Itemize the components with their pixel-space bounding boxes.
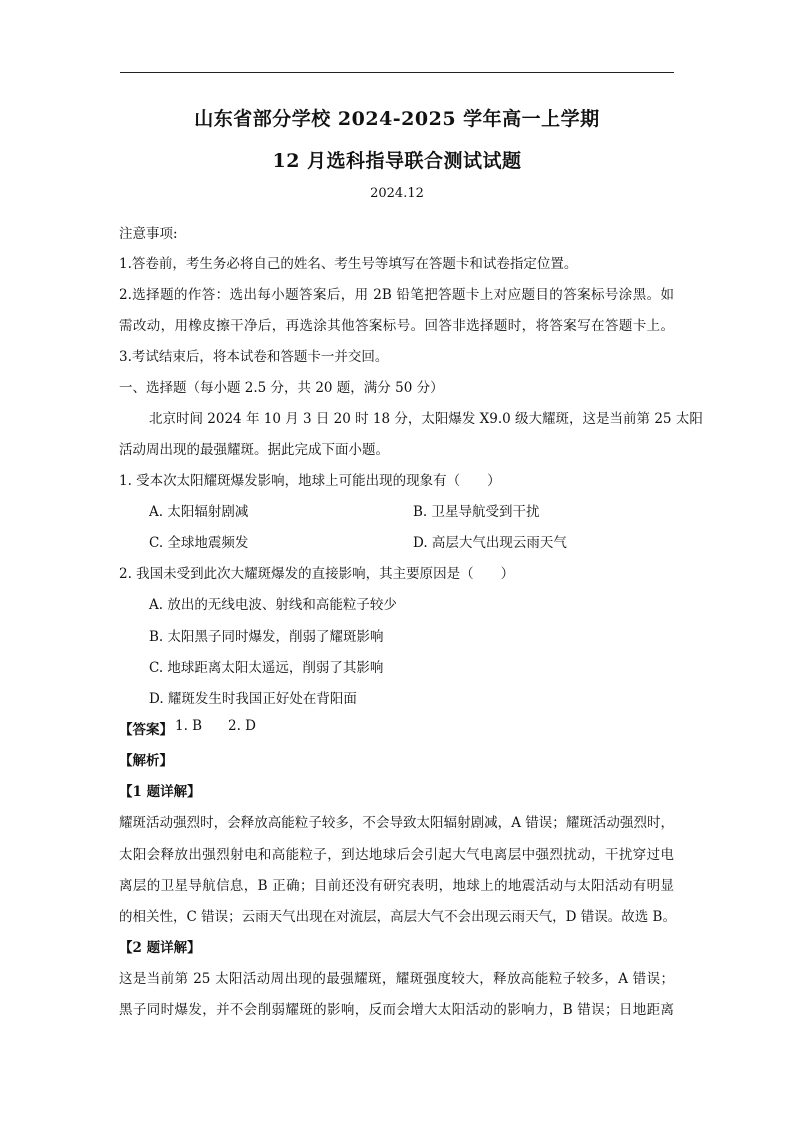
note-2-line1: 2.选择题的作答：选出每小题答案后，用 2B 铅笔把答题卡上对应题目的答案标号涂黑。如 [119,287,674,303]
detail-2-title: 【2 题详解】 [119,940,201,956]
exam-date: 2024.12 [370,186,424,201]
question-1-option-c: C. 全球地震频发 [149,535,249,551]
detail-2-line1: 这是当前第 25 太阳活动周出现的最强耀斑，耀斑强度较大，释放高能粒子较多，A 错误； [119,971,674,987]
question-2-option-a: A. 放出的无线电波、射线和高能粒子较少 [149,597,397,613]
detail-1-title: 【1 题详解】 [119,784,201,800]
analysis-label: 【解析】 [119,753,173,769]
question-2-stem: 2. 我国未受到此次大耀斑爆发的直接影响，其主要原因是（ ） [119,566,515,582]
detail-1-line3: 离层的卫星导航信息，B 正确；目前还没有研究表明，地球上的地震活动与太阳活动有明显 [119,878,674,894]
question-2-option-c: C. 地球距离太阳太遥远，削弱了其影响 [149,660,384,676]
passage-line2: 活动周出现的最强耀斑。据此完成下面小题。 [119,442,389,458]
passage-line1: 北京时间 2024 年 10 月 3 日 20 时 18 分，太阳爆发 X9.0 级大耀斑，这是当前第 25 太阳 [149,411,703,427]
answer-1: 1. B [175,718,203,734]
detail-1-line2: 太阳会释放出强烈射电和高能粒子，到达地球后会引起大气电离层中强烈扰动，干扰穿过电 [119,847,674,863]
note-3: 3.考试结束后，将本试卷和答题卡一并交回。 [119,349,389,365]
section-heading: 一、选择题（每小题 2.5 分，共 20 题，满分 50 分） [119,380,444,396]
question-2-option-d: D. 耀斑发生时我国正好处在背阳面 [149,691,357,707]
detail-1-line1: 耀斑活动强烈时，会释放高能粒子较多，不会导致太阳辐射剧减，A 错误；耀斑活动强烈时， [119,815,674,831]
question-1-option-a: A. 太阳辐射剧减 [149,504,249,520]
note-1: 1.答卷前，考生务必将自己的姓名、考生号等填写在答题卡和试卷指定位置。 [119,256,578,272]
question-1-stem: 1. 受本次太阳耀斑爆发影响，地球上可能出现的现象有（ ） [119,473,501,489]
question-1-option-d: D. 高层大气出现云雨天气 [413,535,567,551]
detail-1-line4: 的相关性，C 错误；云雨天气出现在对流层，高层大气不会出现云雨天气，D 错误。故选 B。 [119,909,676,925]
page-title-line2: 12 月选科指导联合测试试题 [272,150,522,172]
top-rule [120,72,674,73]
question-2-option-b: B. 太阳黑子同时爆发，削弱了耀斑影响 [149,629,384,645]
note-2-line2: 需改动，用橡皮擦干净后，再选涂其他答案标号。回答非选择题时，将答案写在答题卡上。 [119,318,674,334]
notes-heading: 注意事项: [119,226,178,242]
answer-2: 2. D [228,718,256,734]
answer-label: 【答案】 [119,722,173,738]
detail-2-line2: 黑子同时爆发，并不会削弱耀斑的影响，反而会增大太阳活动的影响力，B 错误；日地距离 [119,1002,674,1018]
page-title-line1: 山东省部分学校 2024-2025 学年高一上学期 [194,108,600,130]
question-1-option-b: B. 卫星导航受到干扰 [413,504,540,520]
